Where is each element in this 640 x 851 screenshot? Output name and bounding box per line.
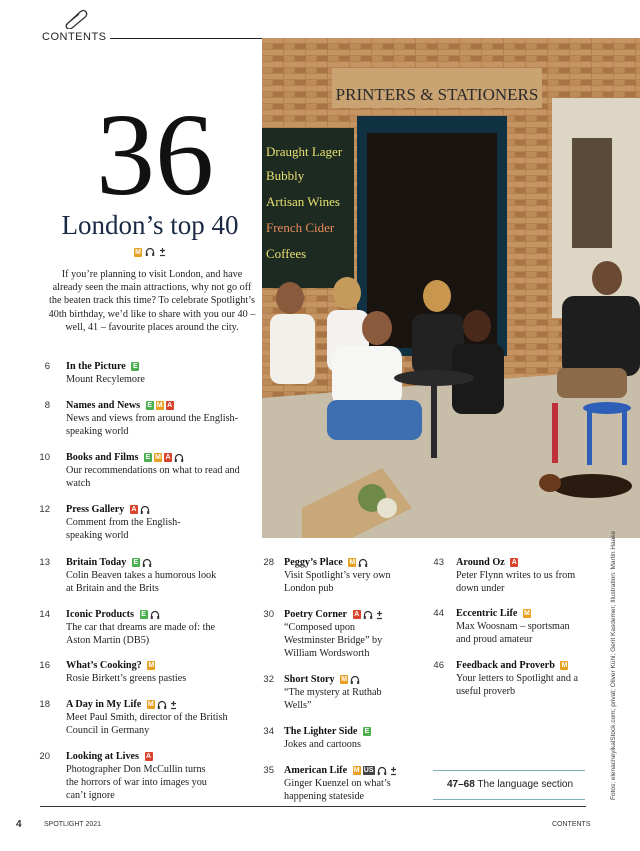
entry-page: 18 bbox=[39, 699, 50, 710]
footer-section: CONTENTS bbox=[552, 821, 591, 828]
advanced-level-icon: A bbox=[165, 453, 171, 461]
entry-page: 43 bbox=[433, 557, 444, 568]
entry-page: 32 bbox=[263, 674, 274, 685]
headphones-icon bbox=[377, 766, 387, 776]
entry-title: The Lighter Side bbox=[284, 726, 358, 737]
language-section-label: The language section bbox=[477, 779, 574, 790]
entry-description: “Composed upon Westminster Bridge” by William Wordsworth bbox=[284, 622, 383, 659]
headphones-icon bbox=[350, 675, 360, 685]
easy-level-icon: E bbox=[147, 402, 153, 410]
headphones-icon bbox=[145, 247, 155, 257]
entry-description: Visit Spotlight’s very own London pub bbox=[284, 570, 391, 594]
headphones-icon bbox=[150, 610, 160, 620]
entry-title: In the Picture bbox=[66, 361, 126, 372]
headphones-icon bbox=[142, 558, 152, 568]
entry-description: Max Woosnam – sportsman and proud amateur bbox=[456, 621, 570, 645]
entry-description: Mount Recylemore bbox=[66, 374, 145, 385]
entry-page: 46 bbox=[433, 660, 444, 671]
entry-description: News and views from around the English-speaking world bbox=[66, 413, 239, 437]
entry-page: 10 bbox=[39, 452, 50, 463]
medium-level-icon: M bbox=[155, 453, 161, 461]
plus-minus-icon bbox=[375, 610, 384, 620]
medium-level-icon: M bbox=[147, 700, 154, 708]
entry-description: Rosie Birkett’s greens pasties bbox=[66, 673, 187, 684]
entry-title: A Day in My Life bbox=[66, 699, 142, 710]
headphones-icon bbox=[358, 558, 368, 568]
entry-title: What’s Cooking? bbox=[66, 660, 142, 671]
svg-text:Artisan Wines: Artisan Wines bbox=[266, 194, 340, 209]
entry-page: 44 bbox=[433, 608, 444, 619]
easy-level-icon: E bbox=[141, 610, 146, 618]
medium-level-icon: M bbox=[561, 662, 568, 670]
easy-level-icon: E bbox=[133, 558, 139, 566]
entry-page: 13 bbox=[39, 557, 50, 568]
footer-magazine: SPOTLIGHT 2021 bbox=[44, 821, 102, 828]
medium-level-icon: M bbox=[341, 675, 348, 683]
advanced-level-icon: A bbox=[131, 505, 137, 513]
medium-level-icon: M bbox=[349, 558, 356, 566]
entry-description: Peter Flynn writes to us from down under bbox=[456, 570, 576, 594]
entry-title: Britain Today bbox=[66, 557, 127, 568]
medium-level-icon: M bbox=[148, 662, 155, 670]
entry-page: 8 bbox=[44, 400, 50, 411]
entry-description: Ginger Kuenzel on what’s happening stateside bbox=[284, 778, 391, 802]
entry-title: Books and Films bbox=[66, 452, 139, 463]
footer-page-number: 4 bbox=[16, 819, 22, 830]
language-section-box[interactable] bbox=[433, 770, 585, 800]
plus-minus-icon bbox=[158, 247, 167, 257]
plus-minus-icon bbox=[169, 700, 178, 710]
easy-level-icon: E bbox=[133, 363, 138, 371]
entry-title: Poetry Corner bbox=[284, 609, 348, 620]
entry-title: Short Story bbox=[284, 674, 335, 685]
entry-description: Jokes and cartoons bbox=[284, 739, 361, 750]
advanced-level-icon: A bbox=[354, 610, 360, 618]
paperclip-icon bbox=[62, 9, 90, 29]
entry-page: 16 bbox=[39, 660, 50, 671]
entry-page: 20 bbox=[39, 751, 50, 762]
entry-page: 34 bbox=[263, 726, 274, 737]
medium-level-icon: M bbox=[524, 610, 530, 618]
svg-text:Bubbly: Bubbly bbox=[266, 168, 305, 183]
entry-page: 6 bbox=[44, 361, 50, 372]
language-section-range: 47–68 bbox=[447, 779, 475, 790]
medium-level-icon: M bbox=[135, 248, 141, 256]
entry-description: Your letters to Spotlight and a useful proverb bbox=[456, 673, 579, 697]
footer-rule bbox=[40, 806, 586, 807]
entry-description: Meet Paul Smith, director of the British Council in Germany bbox=[66, 712, 228, 736]
medium-level-icon: M bbox=[353, 766, 360, 774]
advanced-level-icon: A bbox=[146, 753, 152, 761]
easy-level-icon: E bbox=[364, 728, 370, 736]
entry-title: Around Oz bbox=[456, 557, 505, 568]
entry-page: 14 bbox=[39, 609, 50, 620]
photo-credits: Fotos: elenacheyikalStock.com; privat; Oliver Kühl; Gerit Kasdemer; Illustration: Martin Haake bbox=[610, 530, 617, 800]
section-header: CONTENTS bbox=[42, 31, 107, 43]
entry-description: Our recommendations on what to read and watch bbox=[66, 465, 240, 489]
entry-description: The car that dreams are made of: the Aston Martin (DB5) bbox=[66, 622, 216, 646]
entry-page: 12 bbox=[39, 504, 50, 515]
entry-page: 28 bbox=[263, 557, 274, 568]
entry-title: Press Gallery bbox=[66, 504, 125, 515]
advanced-level-icon: A bbox=[511, 559, 517, 567]
medium-level-icon: M bbox=[156, 402, 163, 410]
feature-intro: If you’re planning to visit London, and have already seen the main attractions, why not go off the beaten track this time? To celebrate Spotlight’s 40th birthday, we’d like to share with you our 40 – well, 41 – favourite places around the city. bbox=[48, 269, 256, 333]
cover-photo bbox=[262, 38, 640, 538]
entry-title: Feedback and Proverb bbox=[456, 660, 555, 671]
headphones-icon bbox=[363, 610, 373, 620]
entry-page: 35 bbox=[263, 765, 274, 776]
easy-level-icon: E bbox=[145, 453, 151, 461]
entry-title: Eccentric Life bbox=[456, 608, 518, 619]
entry-description: Comment from the English-speaking world bbox=[66, 517, 181, 541]
feature-level-icons bbox=[134, 247, 167, 257]
feature-title: London’s top 40 bbox=[61, 210, 239, 240]
header-rule bbox=[110, 38, 262, 39]
svg-text:Draught Lager: Draught Lager bbox=[266, 144, 343, 159]
headphones-icon bbox=[174, 453, 184, 463]
headphones-icon bbox=[140, 505, 150, 515]
entry-title: American Life bbox=[284, 765, 348, 776]
entry-description: Photographer Don McCullin turns the horrors of war into images you can’t ignore bbox=[66, 764, 207, 801]
svg-text:French Cider: French Cider bbox=[266, 220, 335, 235]
advanced-level-icon: A bbox=[167, 402, 173, 410]
entry-title: Iconic Products bbox=[66, 609, 135, 620]
entry-description: Colin Beaven takes a humorous look at Britain and the Brits bbox=[66, 570, 217, 594]
us-flag-icon: US bbox=[363, 766, 374, 774]
shop-sign: PRINTERS & STATIONERS bbox=[335, 85, 539, 104]
entry-page: 30 bbox=[263, 609, 274, 620]
entry-description: “The mystery at Ruthab Wells” bbox=[284, 687, 382, 711]
entry-title: Peggy’s Place bbox=[284, 557, 343, 568]
svg-text:Coffees: Coffees bbox=[266, 246, 307, 261]
feature-page-number: 36 bbox=[96, 89, 214, 220]
headphones-icon bbox=[157, 700, 167, 710]
entry-title: Names and News bbox=[66, 400, 141, 411]
entry-title: Looking at Lives bbox=[66, 751, 140, 762]
plus-minus-icon bbox=[389, 766, 398, 776]
